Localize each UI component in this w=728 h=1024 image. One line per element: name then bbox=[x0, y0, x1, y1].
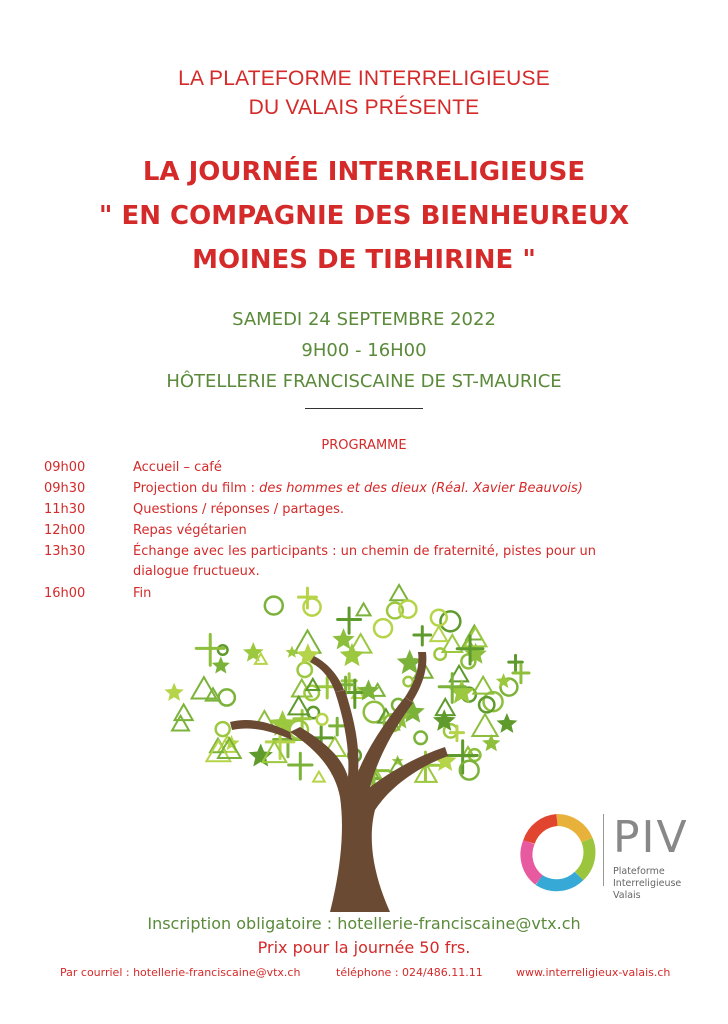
religious-symbol-icon bbox=[414, 732, 427, 745]
footer-phone: téléphone : 024/486.11.11 bbox=[336, 966, 483, 979]
religious-symbol-icon bbox=[431, 610, 447, 626]
program-time: 09h30 bbox=[44, 481, 86, 496]
religious-symbol-icon bbox=[219, 689, 235, 705]
tree-illustration bbox=[150, 582, 570, 912]
religious-symbol-icon bbox=[496, 673, 512, 688]
title-line-2: " EN COMPAGNIE DES BIENHEUREUX bbox=[98, 201, 630, 231]
religious-symbol-icon bbox=[403, 677, 412, 686]
religious-symbol-icon bbox=[286, 646, 299, 658]
title-line-1: LA JOURNÉE INTERRELIGIEUSE bbox=[142, 157, 586, 187]
program-time: 16h00 bbox=[44, 586, 86, 601]
program-desc bbox=[133, 479, 633, 499]
logo-sub-2: Interreligieuse bbox=[613, 878, 682, 889]
logo-sub-1: Plateforme bbox=[613, 866, 665, 877]
religious-symbol-icon bbox=[172, 716, 189, 731]
religious-symbol-icon bbox=[175, 704, 193, 720]
program-desc: Repas végétarien bbox=[133, 523, 247, 538]
divider bbox=[305, 408, 423, 409]
religious-symbol-icon bbox=[317, 714, 328, 725]
program-desc bbox=[133, 542, 633, 582]
program-desc: Questions / réponses / partages. bbox=[133, 502, 345, 517]
event-info bbox=[0, 304, 728, 397]
price-text: Prix pour la journée 50 frs. bbox=[257, 938, 471, 957]
religious-symbol-icon bbox=[218, 645, 228, 655]
footer-website[interactable]: www.interreligieux-valais.ch bbox=[516, 966, 671, 979]
religious-symbol-icon bbox=[440, 611, 460, 631]
religious-symbol-icon bbox=[414, 627, 431, 645]
religious-symbol-icon bbox=[434, 648, 445, 659]
program-time: 13h30 bbox=[44, 544, 86, 559]
religious-symbol-icon bbox=[340, 643, 365, 666]
film-title: des hommes et des dieux (Réal. Xavier Beauvois) bbox=[259, 481, 583, 496]
religious-symbol-icon bbox=[216, 722, 230, 736]
religious-symbol-icon bbox=[390, 585, 408, 600]
logo-sub-3: Valais bbox=[613, 890, 641, 901]
logo-letters: PIV bbox=[613, 812, 689, 863]
program-desc: Fin bbox=[133, 586, 152, 601]
registration-text: Inscription obligatoire : hotellerie-franciscaine@vtx.ch bbox=[147, 914, 581, 933]
event-date: SAMEDI 24 SEPTEMBRE 2022 bbox=[232, 309, 496, 330]
religious-symbol-icon bbox=[357, 603, 371, 615]
religious-symbol-icon bbox=[306, 679, 319, 690]
program-desc-line-2: dialogue fructueux. bbox=[133, 564, 260, 579]
program-time: 11h30 bbox=[44, 502, 86, 517]
religious-symbol-icon bbox=[265, 597, 283, 615]
religious-symbol-icon bbox=[257, 602, 265, 618]
program-desc-text: Projection du film : bbox=[133, 481, 260, 496]
religious-symbol-icon bbox=[338, 608, 361, 633]
religious-symbol-icon bbox=[313, 772, 325, 782]
religious-symbol-icon bbox=[472, 714, 497, 736]
religious-symbol-icon bbox=[243, 642, 264, 662]
program-desc: Accueil – café bbox=[133, 460, 222, 475]
program-time: 12h00 bbox=[44, 523, 86, 538]
presenter-line-1: LA PLATEFORME INTERRELIGIEUSE bbox=[178, 67, 550, 90]
program-heading: PROGRAMME bbox=[321, 438, 407, 453]
tree-of-religions-icon bbox=[150, 582, 570, 912]
piv-ring-icon bbox=[517, 812, 597, 892]
logo-subtitle bbox=[613, 866, 681, 902]
religious-symbol-icon bbox=[461, 654, 475, 668]
religious-symbol-icon bbox=[212, 656, 230, 673]
religious-symbol-icon bbox=[374, 619, 392, 637]
religious-symbol-icon bbox=[191, 703, 205, 732]
event-venue: HÔTELLERIE FRANCISCAINE DE ST-MAURICE bbox=[166, 371, 562, 392]
program-time: 09h00 bbox=[44, 460, 86, 475]
presenter-line-2: DU VALAIS PRÉSENTE bbox=[248, 96, 480, 119]
religious-symbol-icon bbox=[298, 663, 312, 677]
program-desc-line-1: Échange avec les participants : un chemin de fraternité, pistes pour un bbox=[133, 544, 597, 559]
religious-symbol-icon bbox=[330, 718, 345, 735]
religious-symbol-icon bbox=[164, 683, 183, 701]
footer-email[interactable]: Par courriel : hotellerie-franciscaine@vtx.ch bbox=[60, 966, 301, 979]
religious-symbol-icon bbox=[289, 697, 309, 715]
title-line-3: MOINES DE TIBHIRINE " bbox=[192, 245, 536, 275]
religious-symbol-icon bbox=[496, 713, 517, 733]
event-time: 9H00 - 16H00 bbox=[301, 340, 427, 361]
logo-separator bbox=[603, 814, 604, 886]
presenter-heading bbox=[0, 64, 728, 122]
religious-symbol-icon bbox=[289, 753, 312, 779]
religious-symbol-icon bbox=[448, 741, 477, 773]
piv-logo bbox=[515, 800, 715, 900]
event-title bbox=[0, 150, 728, 282]
